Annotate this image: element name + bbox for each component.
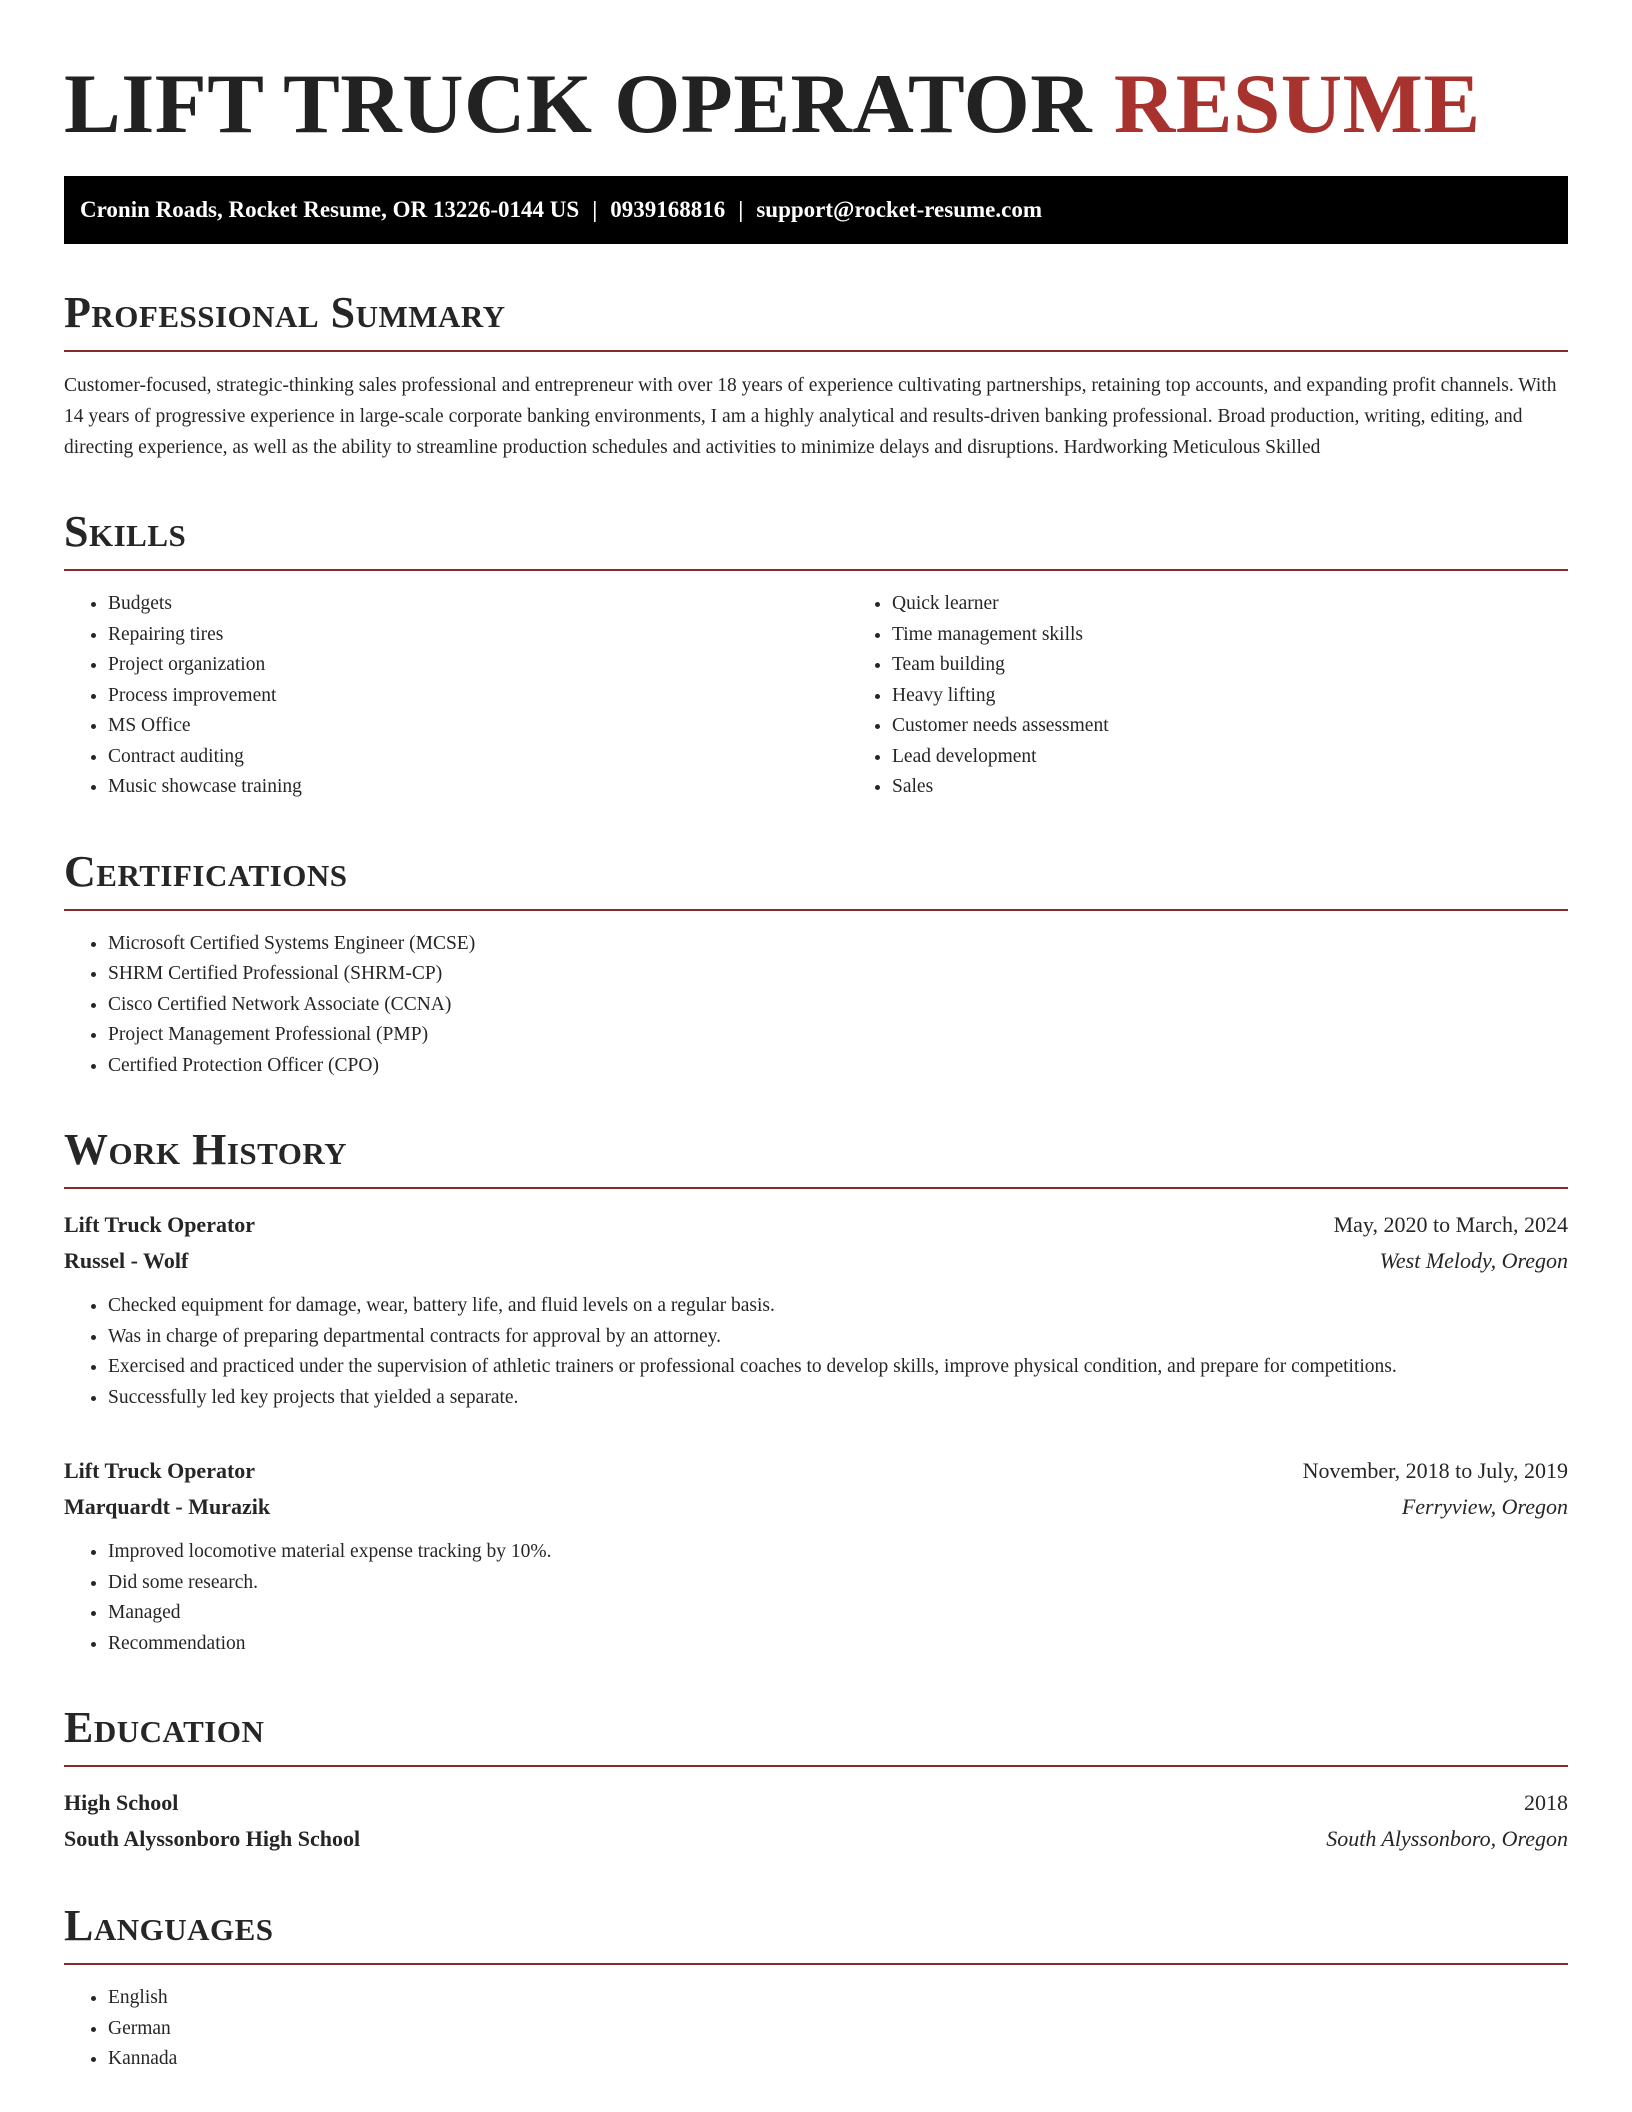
certification-item: • Certified Protection Officer (CPO) [108,1051,1568,1082]
summary-heading: Professional Summary [64,288,1568,352]
education-school: South Alyssonboro High School [64,1826,361,1851]
resume-title [64,56,1568,152]
contact-bar [64,176,1568,244]
job-entry [64,1453,1568,1659]
contact-address: Cronin Roads, Rocket Resume, OR 13226-0144 US [80,197,580,222]
certifications-section [64,847,1568,1082]
skill-item: • Team building [892,650,1568,681]
contact-separator: | [592,197,598,222]
skill-item: • Project organization [108,650,848,681]
skill-item: • MS Office [108,711,848,742]
skills-list-left [64,589,848,803]
certifications-heading: Certifications [64,847,1568,911]
certification-item: • Cisco Certified Network Associate (CCNA) [108,990,1568,1021]
languages-list [64,1983,1568,2075]
skill-item: • Process improvement [108,681,848,712]
education-entry [64,1785,1568,1857]
job-duty: • Successfully led key projects that yielded a separate. [108,1383,1568,1414]
job-duty: • Managed [108,1598,1568,1629]
skill-item: • Sales [892,772,1568,803]
job-company-row [64,1489,1568,1525]
education-degree-row [64,1785,1568,1821]
job-duty: • Exercised and practiced under the supervision of athletic trainers or professional coaches to develop skills, improve physical condition, and prepare for competitions. [108,1352,1568,1383]
education-degree: High School [64,1790,179,1815]
skills-columns [64,571,1568,803]
language-item: • English [108,1983,1568,2014]
skill-item: • Time management skills [892,620,1568,651]
job-duty: • Was in charge of preparing departmental contracts for approval by an attorney. [108,1322,1568,1353]
skill-item: • Customer needs assessment [892,711,1568,742]
languages-section [64,1901,1568,2075]
job-location: West Melody, Oregon [1379,1248,1568,1273]
job-title-row [64,1207,1568,1243]
skill-item: • Repairing tires [108,620,848,651]
job-company: Russel - Wolf [64,1248,189,1273]
title-accent: RESUME [1113,57,1481,151]
job-dates: May, 2020 to March, 2024 [1333,1212,1568,1237]
job-company: Marquardt - Murazik [64,1494,271,1519]
skills-heading: Skills [64,507,1568,571]
skill-item: • Heavy lifting [892,681,1568,712]
job-title-row [64,1453,1568,1489]
skill-item: • Quick learner [892,589,1568,620]
skills-section [64,507,1568,803]
work-heading: Work History [64,1125,1568,1189]
job-company-row [64,1243,1568,1279]
contact-email: support@rocket-resume.com [756,197,1042,222]
job-duty: • Checked equipment for damage, wear, battery life, and fluid levels on a regular basis. [108,1291,1568,1322]
certification-item: • Microsoft Certified Systems Engineer (MCSE) [108,929,1568,960]
education-year: 2018 [1524,1790,1568,1815]
certification-item: • Project Management Professional (PMP) [108,1020,1568,1051]
job-location: Ferryview, Oregon [1401,1494,1568,1519]
languages-heading: Languages [64,1901,1568,1965]
job-title: Lift Truck Operator [64,1212,256,1237]
skill-item: • Lead development [892,742,1568,773]
job-duty: • Did some research. [108,1568,1568,1599]
skills-list-right [848,589,1568,803]
certification-item: • SHRM Certified Professional (SHRM-CP) [108,959,1568,990]
job-duty: • Recommendation [108,1629,1568,1660]
work-section [64,1125,1568,1659]
contact-separator: | [738,197,744,222]
summary-section [64,288,1568,463]
language-item: • Kannada [108,2044,1568,2075]
skill-item: • Music showcase training [108,772,848,803]
education-heading: Education [64,1703,1568,1767]
job-duties [64,1537,1568,1659]
education-section [64,1703,1568,1857]
education-school-row [64,1821,1568,1857]
job-duty: • Improved locomotive material expense tracking by 10%. [108,1537,1568,1568]
job-title: Lift Truck Operator [64,1458,256,1483]
skill-item: • Contract auditing [108,742,848,773]
summary-text: Customer-focused, strategic-thinking sales professional and entrepreneur with over 18 years of experience cultivating partnerships, retaining top accounts, and expanding profit channels. With 14 years of progressive experience in large-scale corporate banking environments, I am a highly analytical and results-driven banking professional. Broad production, writing, editing, and directing experience, as well as the ability to streamline production schedules and activities to minimize delays and disruptions. Hardworking Meticulous Skilled [64,375,1557,458]
skill-item: • Budgets [108,589,848,620]
title-main: LIFT TRUCK OPERATOR [64,57,1093,151]
language-item: • German [108,2014,1568,2045]
job-entry [64,1207,1568,1413]
education-location: South Alyssonboro, Oregon [1326,1826,1568,1851]
certifications-list [64,929,1568,1082]
job-duties [64,1291,1568,1413]
contact-phone: 0939168816 [610,197,726,222]
job-dates: November, 2018 to July, 2019 [1302,1458,1568,1483]
